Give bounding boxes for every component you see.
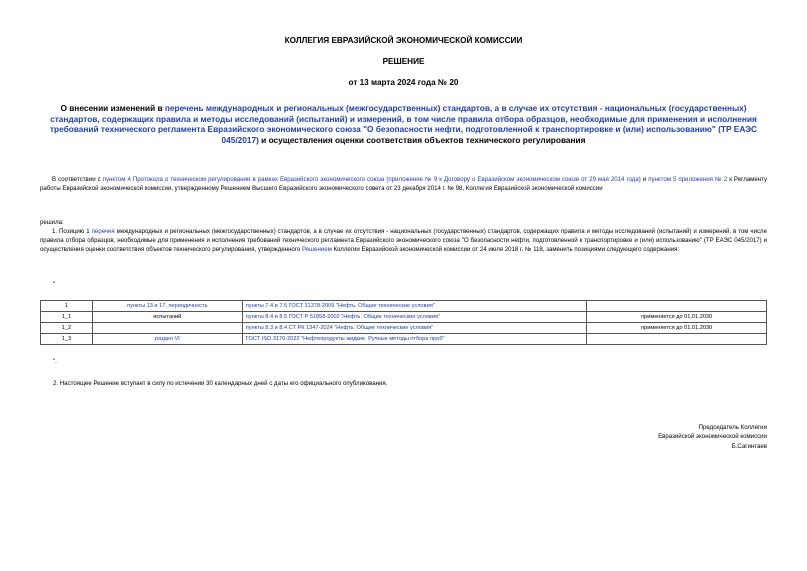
row-number [41,301,93,312]
row-section-text[interactable]: пункты 13 и 17, периодичность [127,303,208,309]
preamble-text: В соответствии с [52,176,103,183]
preamble-text: к Регламенту работы Евразийской экономической комиссии, утвержденному Решением Высшего Евразийского экономического совета от 23 декабря 2014 г. № 98, Коллегия Евразийской экономической комиссии [40,176,768,192]
quote-open: " [53,281,56,288]
preamble-text: и [640,176,649,183]
table-row [41,312,767,323]
signature-name: Б.Сагинтаев [731,442,767,450]
document-date: от 13 марта 2024 года № 20 [348,78,459,87]
row-section [92,323,242,334]
item-text: международных и региональных (межгосударственных) стандартов, а в случае их отсутствия - национальных (государственных) стандартов, содержащих правила и методы исследований (испытаний) и измерений, в том числе правила отбора образцов, необходимые для применения и исполнения требований технического регламента Евразийского экономического союза "О безопасности нефти, подготовленной к транспортировке и (или) использованию" (ТР ЕАЭС 045/2017) и осуществления оценки соответствия объектов технического регулирования, утвержденного [40,228,767,253]
item-2-paragraph: 2. Настоящее Решение вступает в силу по истечении 30 календарных дней с даты его официального опубликования. [53,380,388,387]
row-standard[interactable] [242,301,586,312]
table-row [41,334,767,345]
preamble-link-annex[interactable]: пунктом 5 приложения № 2 [648,176,728,183]
row-note-text: применяется до 01.01.2030 [641,314,713,320]
row-section-text[interactable]: раздел VI [154,336,180,342]
organization-heading: КОЛЛЕГИЯ ЕВРАЗИЙСКОЙ ЭКОНОМИЧЕСКОЙ КОМИССИИ [284,36,523,45]
positions-table [40,300,767,345]
row-standard-text[interactable]: пункты 7.4 и 7.5 ГОСТ 31378-2009 "Нефть. Общие технические условия" [245,303,435,309]
row-standard[interactable] [242,334,586,345]
signature-block [547,423,767,451]
row-section[interactable] [92,301,242,312]
signature-organization: Евразийской экономической комиссии [658,433,767,441]
row-number [41,312,93,323]
row-standard-text[interactable]: ГОСТ ISO 3170-2022 "Нефтепродукты жидкие. Ручные методы отбора проб" [245,336,445,342]
row-note [587,312,767,323]
quote-close: ". [53,358,57,365]
row-number [41,334,93,345]
row-standard[interactable] [242,323,586,334]
item-1-paragraph [40,228,767,254]
document-title [40,103,767,145]
row-note [587,323,767,334]
row-number-text: 1 [64,303,69,309]
row-standard-text[interactable]: пункты 8.4 и 8.5 ГОСТ Р 51858-2002 "Нефть. Общие технические условия" [245,314,441,320]
row-standard[interactable] [242,312,586,323]
row-note [587,334,767,345]
row-number-text: 1_2 [61,325,72,331]
signature-position: Председатель Коллегии [698,424,767,431]
title-tail: и осуществления оценки соответствия объектов технического регулирования [258,134,586,145]
document-type: РЕШЕНИЕ [382,57,425,66]
item-text: Коллегии Евразийской экономической комиссии от 24 июля 2018 г. № 118, заменить позициями следующего содержания: [331,245,680,253]
title-link[interactable]: перечень международных и региональных (межгосударственных) стандартов, а в случае их отсутствия - национальных (государственных) стандартов, содержащих правила и методы исследований (испытаний) и измерений, в том числе правила отбора образцов, необходимые для применения и исполнения требований технического регламента Евразийского экономического союза "О безопасности нефти, подготовленной к транспортировке и (или) использованию" (ТР ЕАЭС 045/2017) [49,103,758,145]
row-section[interactable] [92,334,242,345]
row-number [41,323,93,334]
item-link-list[interactable]: перечня [91,228,115,235]
title-lead: О внесении изменений в [60,103,165,113]
row-note [587,301,767,312]
preamble-link-protocol[interactable]: пунктом 4 Протокола о техническом регулировании в рамках Евразийского экономического союза (приложение № 9 к Договору о Евразийском экономическом союзе от 29 мая 2014 года) [102,176,641,183]
row-note-text: применяется до 01.01.2030 [641,325,713,331]
preamble-paragraph [40,176,767,194]
row-standard-text[interactable]: пункты 8.3 и 8.4 СТ РК 1347-2024 "Нефть. Общие технические условия" [245,325,434,331]
row-number-text: 1_1 [61,314,72,320]
table-row [41,323,767,334]
decided-label: решила: [40,219,64,226]
row-number-text: 1_3 [61,336,72,342]
table-row [41,301,767,312]
item-text: 1. Позицию 1 [52,228,92,235]
row-section [92,312,242,323]
row-section-text: испытаний [153,314,182,320]
item-link-decision[interactable]: Решением [302,245,332,253]
